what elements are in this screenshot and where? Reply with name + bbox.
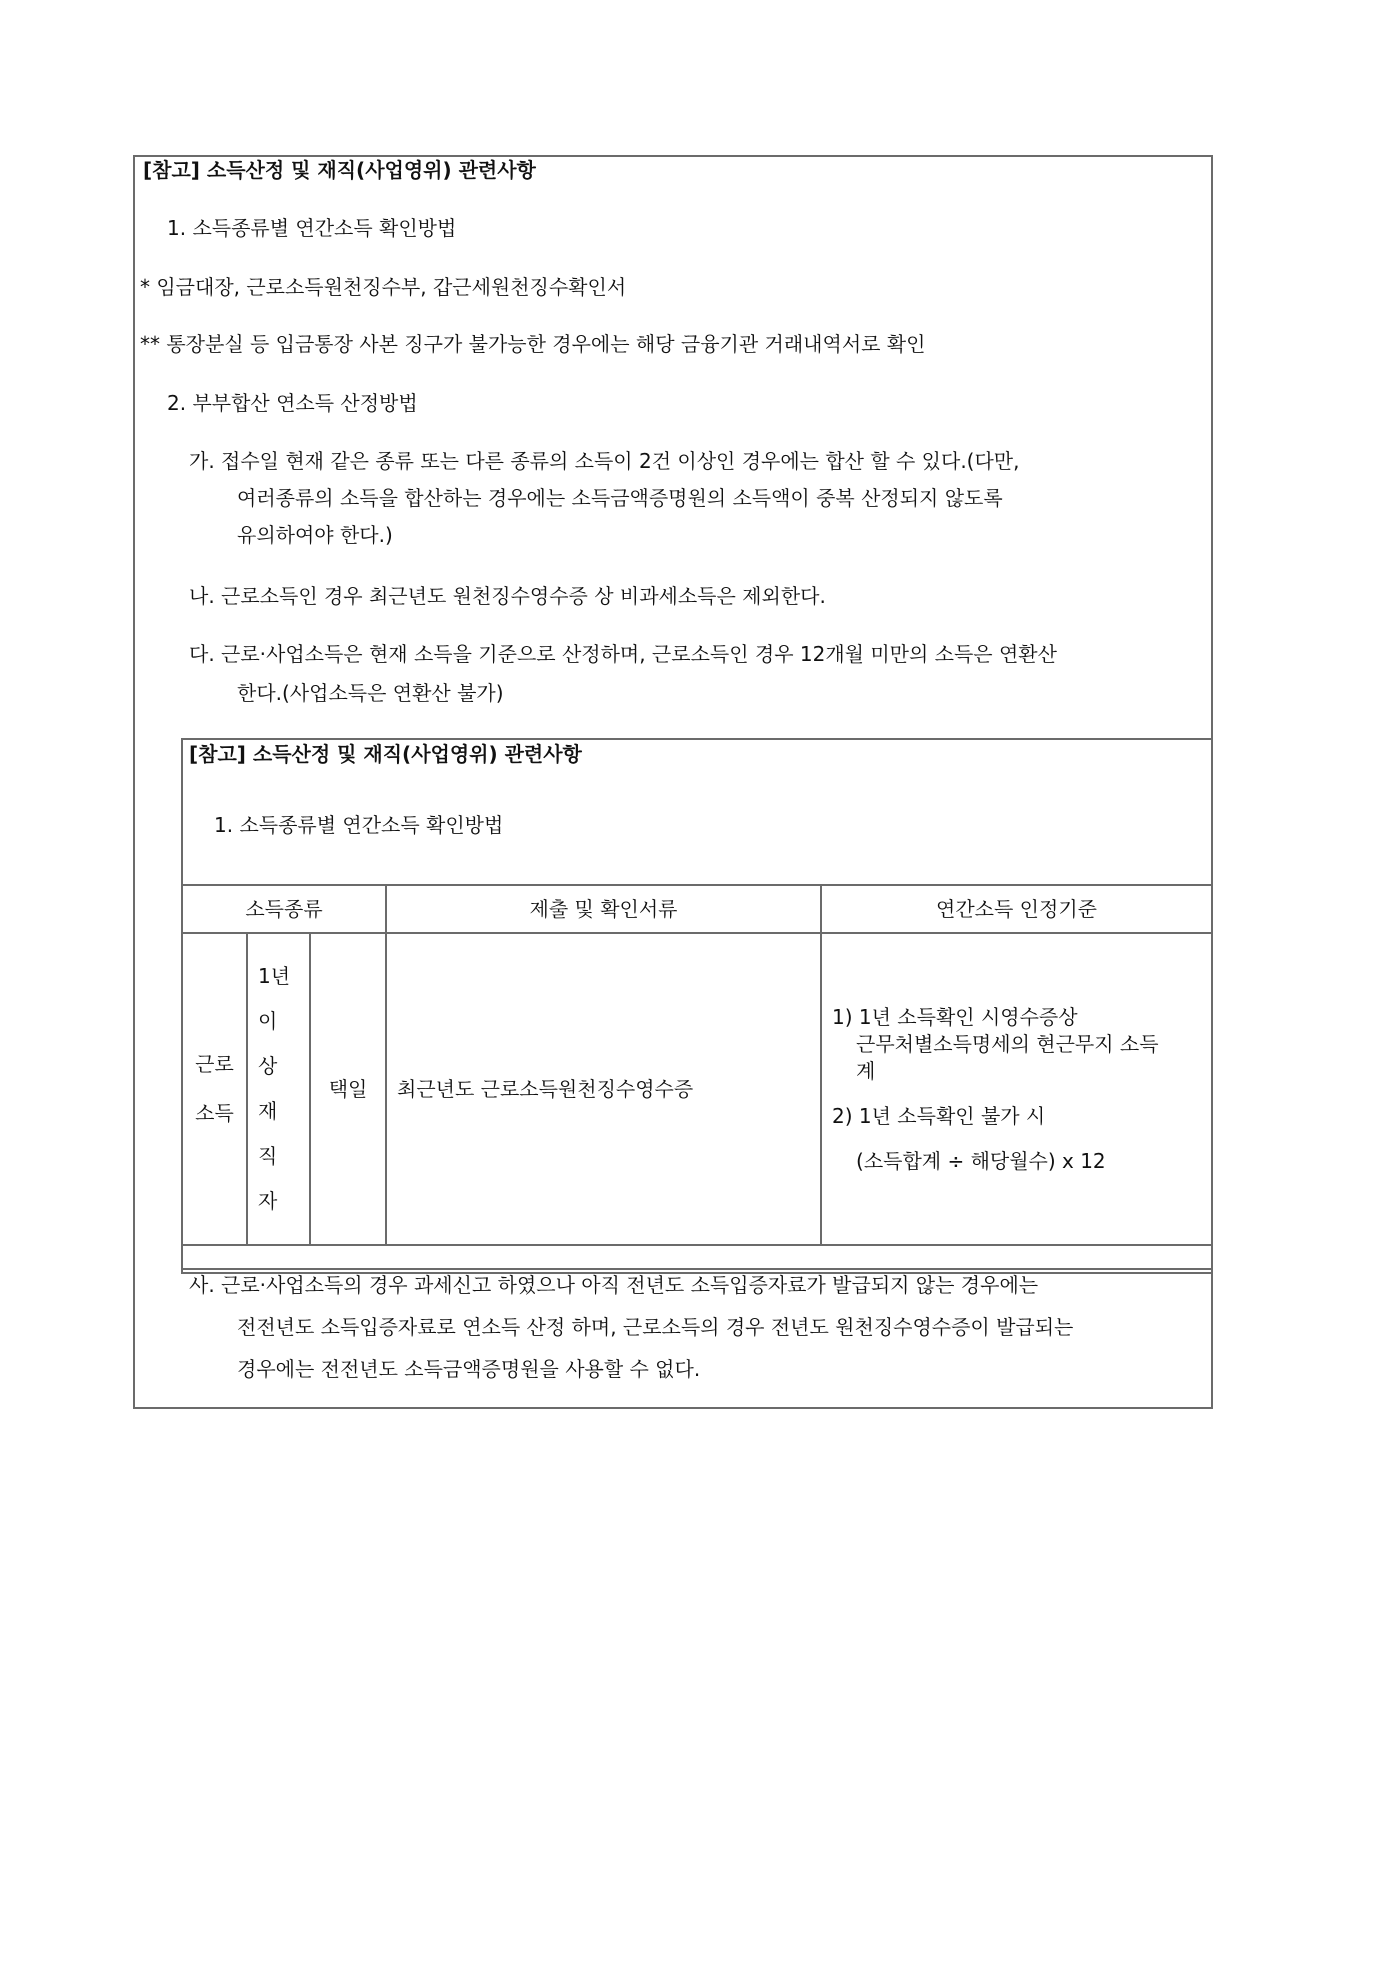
item-ga-line2: 여러종류의 소득을 합산하는 경우에는 소득금액증명원의 소득액이 중복 산정되지 않도록: [237, 486, 1003, 510]
item-da-line1: 다. 근로·사업소득은 현재 소득을 기준으로 산정하며, 근로소득인 경우 12개월 미만의 소득은 연환산: [189, 642, 1057, 666]
note-2: ** 통장분실 등 입금통장 사본 징구가 불가능한 경우에는 해당 금융기관 거래내역서로 확인: [140, 332, 926, 356]
criteria-cell: [821, 933, 1212, 1245]
inner-title: [참고] 소득산정 및 재직(사업영위) 관련사항: [189, 742, 582, 766]
choice-cell: 택일: [310, 933, 386, 1245]
criteria-line: 2) 1년 소득확인 불가 시: [832, 1103, 1046, 1128]
item-da-line2: 한다.(사업소득은 연환산 불가): [237, 681, 504, 705]
page-title: [참고] 소득산정 및 재직(사업영위) 관련사항: [143, 158, 536, 182]
note-1: * 임금대장, 근로소득원천징수부, 갑근세원천징수확인서: [140, 275, 627, 299]
period-char: 이: [258, 1009, 278, 1033]
table-header-row: [182, 885, 1212, 933]
period-char: 직: [258, 1144, 278, 1168]
table-empty-row: [182, 1245, 1212, 1273]
header-income-type: 소득종류: [182, 885, 386, 933]
table-row: [182, 933, 1212, 1245]
income-type-cell: [182, 933, 247, 1245]
period-cell: [247, 933, 310, 1245]
empty-cell: [182, 1245, 1212, 1273]
document-cell: 최근년도 근로소득원천징수영수증: [386, 933, 821, 1245]
header-criteria: 연간소득 인정기준: [821, 885, 1212, 933]
item-sa-line3: 경우에는 전전년도 소득금액증명원을 사용할 수 없다.: [237, 1357, 701, 1381]
period-char: 1년: [258, 964, 291, 988]
period-char: 재: [258, 1099, 278, 1123]
item-na: 나. 근로소득인 경우 최근년도 원천징수영수증 상 비과세소득은 제외한다.: [189, 584, 826, 608]
criteria-line: 계: [856, 1058, 876, 1083]
criteria-line: (소득합계 ÷ 해당월수) x 12: [856, 1148, 1106, 1173]
income-type-char: 소득: [195, 1101, 234, 1125]
item-ga-line1: 가. 접수일 현재 같은 종류 또는 다른 종류의 소득이 2건 이상인 경우에는 합산 할 수 있다.(다만,: [189, 449, 1020, 473]
income-table: [181, 884, 1213, 1274]
period-char: 자: [258, 1189, 278, 1213]
criteria-line: 근무처별소득명세의 현근무지 소득: [856, 1031, 1159, 1056]
item-sa-line2: 전전년도 소득입증자료로 연소득 산정 하며, 근로소득의 경우 전년도 원천징수영수증이 발급되는: [237, 1315, 1074, 1339]
inner-section-1-heading: 1. 소득종류별 연간소득 확인방법: [214, 813, 504, 837]
item-ga-line3: 유의하여야 한다.): [237, 523, 393, 547]
section-2-heading: 2. 부부합산 연소득 산정방법: [167, 391, 418, 415]
item-sa-line1: 사. 근로·사업소득의 경우 과세신고 하였으나 아직 전년도 소득입증자료가 발급되지 않는 경우에는: [189, 1273, 1039, 1297]
income-type-char: 근로: [195, 1052, 234, 1076]
section-1-heading: 1. 소득종류별 연간소득 확인방법: [167, 216, 457, 240]
criteria-line: 1) 1년 소득확인 시영수증상: [832, 1004, 1078, 1029]
header-documents: 제출 및 확인서류: [386, 885, 821, 933]
period-char: 상: [258, 1054, 278, 1078]
